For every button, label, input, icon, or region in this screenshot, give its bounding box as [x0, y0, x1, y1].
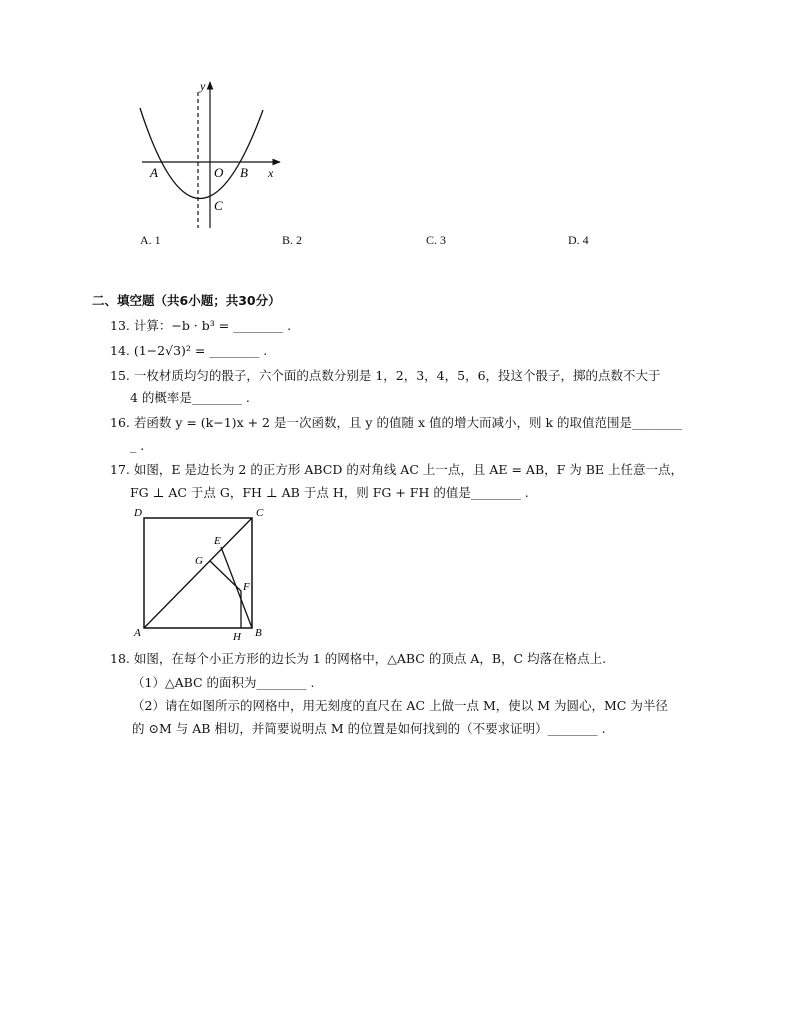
label-O: O: [214, 165, 224, 180]
option-d: D. 4: [568, 233, 589, 247]
label-B: B: [255, 627, 262, 639]
question-18-sub2-line2: 的 ⊙M 与 AB 相切，并简要说明点 M 的位置是如何找到的（不要求证明）________ .: [132, 721, 606, 736]
option-b: B. 2: [282, 233, 303, 247]
question-16-line1: 16. 若函数 y = (k−1)x + 2 是一次函数，且 y 的值随 x 值的增大而减小，则 k 的取值范围是________: [110, 415, 682, 430]
parabola-curve: [140, 108, 263, 199]
question-17-line2: FG ⊥ AC 于点 G，FH ⊥ AB 于点 H，则 FG + FH 的值是________ .: [130, 485, 529, 500]
label-C: C: [256, 507, 264, 519]
square-figure: [130, 504, 270, 644]
label-F: F: [243, 581, 250, 593]
question-14: 14. (1−2√3)² = ________ .: [110, 343, 268, 358]
label-E: E: [214, 535, 221, 547]
label-C: C: [214, 198, 223, 213]
label-A: A: [134, 627, 141, 639]
diagonal-AC: [144, 518, 252, 628]
parabola-figure: [130, 78, 290, 228]
question-17-line1: 17. 如图，E 是边长为 2 的正方形 ABCD 的对角线 AC 上一点，且 AE = AB，F 为 BE 上任意一点，: [110, 462, 684, 477]
question-15-line1: 15. 一枚材质均匀的骰子，六个面的点数分别是 1，2，3，4，5，6，投这个骰子，掷的点数不大于: [110, 368, 661, 383]
segment-FG: [210, 561, 241, 591]
section-title: 二、填空题（共6小题；共30分）: [92, 293, 281, 308]
question-18-sub2-line1: （2）请在如图所示的网格中，用无刻度的直尺在 AC 上做一点 M，使以 M 为圆心，MC 为半径: [132, 698, 668, 713]
option-a: A. 1: [140, 233, 161, 247]
question-18-sub1: （1）△ABC 的面积为________ .: [132, 675, 315, 690]
label-x: x: [268, 166, 274, 180]
option-c: C. 3: [426, 233, 447, 247]
label-B: B: [240, 165, 248, 180]
label-y: y: [200, 79, 206, 93]
question-16-line2: _ .: [130, 438, 145, 453]
question-13: 13. 计算：−b · b³ = ________ .: [110, 318, 292, 333]
label-D: D: [134, 507, 142, 519]
label-H: H: [233, 631, 241, 643]
question-18-line1: 18. 如图，在每个小正方形的边长为 1 的网格中，△ABC 的顶点 A，B，C 均落在格点上.: [110, 651, 607, 666]
question-15-line2: 4 的概率是________ .: [130, 390, 250, 405]
label-A: A: [150, 165, 158, 180]
label-G: G: [195, 555, 203, 567]
